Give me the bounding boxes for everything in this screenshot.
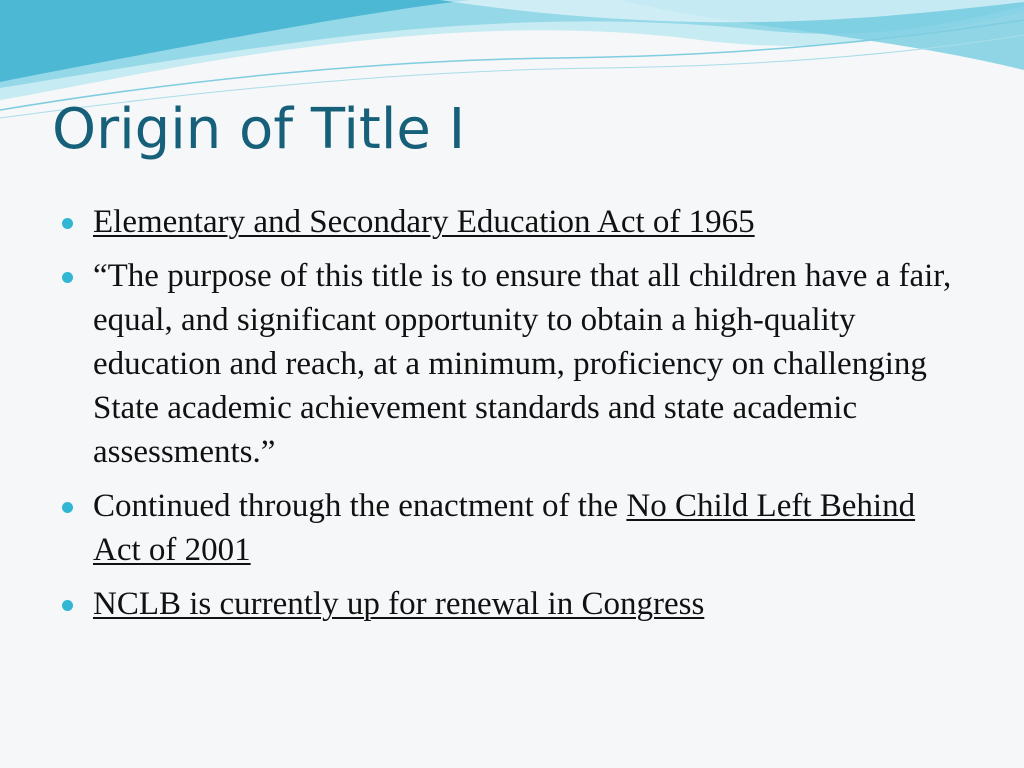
- enactment-prefix-text: Continued through the enactment of the: [93, 488, 627, 524]
- esea-link-text[interactable]: Elementary and Secondary Education Act of 1965: [93, 204, 755, 240]
- bullet-item-nclb-enactment: [62, 484, 962, 572]
- slide-title: Origin of Title I: [52, 97, 466, 162]
- bullet-item-esea: [62, 200, 962, 244]
- nclb-renewal-link-text[interactable]: NCLB is currently up for renewal in Congress: [93, 586, 705, 622]
- bullet-dot-icon: [62, 600, 73, 611]
- bullet-item-purpose-quote: [62, 254, 962, 474]
- bullet-dot-icon: [62, 272, 73, 283]
- bullet-item-nclb-renewal: [62, 582, 962, 626]
- bullet-dot-icon: [62, 502, 73, 513]
- bullet-list: [62, 200, 962, 636]
- nclb-act-link[interactable]: No Child Left Behind Act of 2001: [93, 488, 916, 568]
- bullet-dot-icon: [62, 218, 73, 229]
- purpose-quote-text: “The purpose of this title is to ensure that all children have a fair, equal, and significant opportunity to obtain a high-quality education and reach, at a minimum, proficiency on challenging State academic achievement standards and state academic assessments.”: [93, 258, 952, 470]
